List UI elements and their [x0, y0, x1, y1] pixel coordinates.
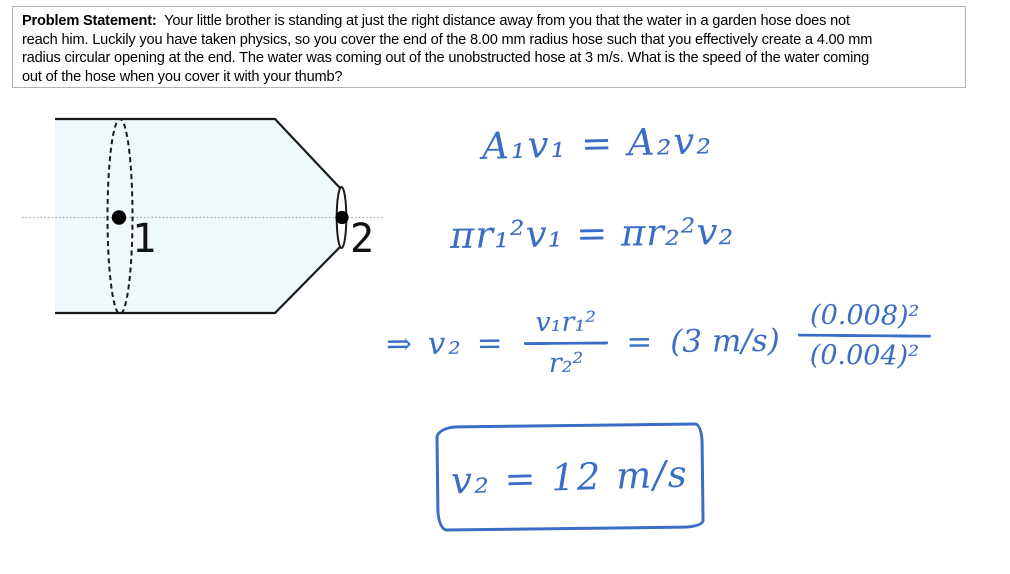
problem-line: radius circular opening at the end. The water was coming out of the unobstructed hose at 3 m/s. What is the speed of the water coming — [22, 50, 870, 67]
point-2-dot — [335, 211, 348, 224]
fraction-numerator: (0.008)² — [798, 300, 932, 338]
hose-body-fill — [55, 119, 340, 313]
answer-box — [435, 422, 704, 531]
radii-values-fraction — [797, 300, 931, 372]
hose-diagram — [0, 100, 400, 350]
problem-statement-box — [12, 6, 966, 88]
velocity-radius-fraction — [523, 307, 608, 379]
solve-for-v2-equation — [386, 284, 932, 401]
problem-line-text: Your little brother is standing at just the right distance away from you that the water in a garden hose does not — [164, 13, 850, 29]
continuity-equation: A₁v₁ = A₂v₂ — [481, 119, 714, 168]
fraction-numerator: v₁r₁² — [523, 307, 608, 345]
area-expanded-equation: πr₁²v₁ = πr₂²v₂ — [449, 210, 735, 257]
answer-text: v₂ = 12 m/s — [450, 451, 690, 503]
problem-line: out of the hose when you cover it with your thumb? — [22, 68, 343, 85]
fraction-denominator: (0.004)² — [809, 340, 919, 373]
hose-diagram-svg — [0, 100, 400, 350]
point-1-dot — [112, 210, 126, 224]
problem-label: Problem Statement: — [22, 13, 157, 29]
point-1-label: 1 — [132, 216, 157, 262]
problem-line: reach him. Luckily you have taken physics, so you cover the end of the 8.00 mm radius hose such that you effectively create a 4.00 mm — [22, 31, 873, 48]
problem-line — [22, 12, 956, 31]
point-2-label: 2 — [350, 216, 375, 262]
equals-sign: = — [626, 324, 653, 361]
fraction-denominator: r₂² — [548, 347, 584, 379]
solve-lhs: ⇒ v₂ = — [385, 325, 506, 363]
velocity-factor: (3 m/s) — [670, 322, 780, 360]
